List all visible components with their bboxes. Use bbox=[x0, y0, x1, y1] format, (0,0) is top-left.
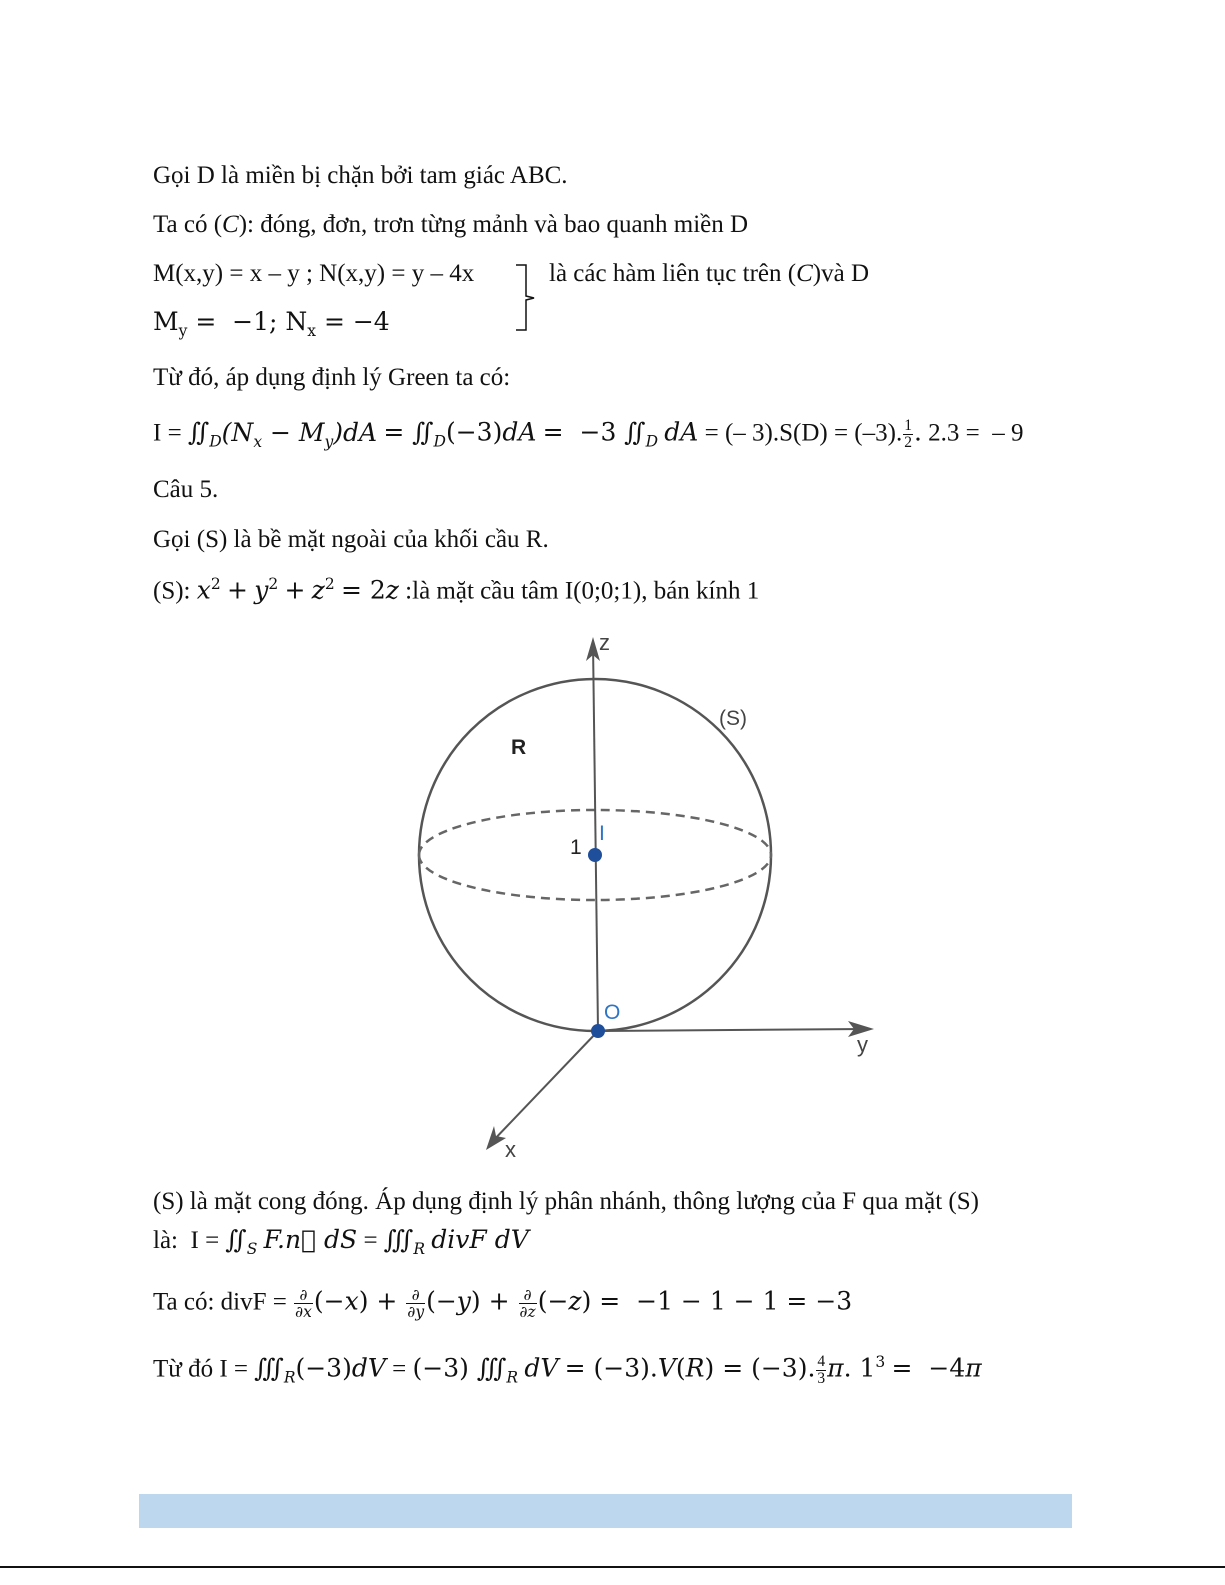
text-line-10: (S) là mặt cong đóng. Áp dụng định lý phân nhánh, thông lượng của F qua mặt (S) bbox=[153, 1188, 979, 1215]
section-heading: Câu 5. bbox=[153, 476, 219, 503]
origin-label: O bbox=[604, 1001, 621, 1024]
text-line-3-right: là các hàm liên tục trên (C)và D bbox=[549, 260, 870, 287]
text-line-6: $I = ∬_D(N_x - M_y)dA$ = $∬_D(-3)dA = -3$ $∬_D$ dA = (– 3).S(D) = (–3). $\frac{1}{2}$ . 2.3 = – 9 bbox=[153, 417, 1024, 452]
center-point bbox=[588, 848, 602, 862]
y-label: y bbox=[857, 1032, 868, 1057]
z-label: z bbox=[599, 630, 610, 655]
right-brace-icon bbox=[512, 262, 542, 334]
sphere-label: (S) bbox=[719, 707, 747, 730]
text-line-5: Từ đó, áp dụng định lý Green ta có: bbox=[153, 364, 511, 391]
footer-bar bbox=[139, 1494, 1072, 1528]
x-axis bbox=[490, 1031, 598, 1144]
region-label: R bbox=[511, 736, 527, 759]
center-label: I bbox=[599, 822, 605, 845]
text-line-3: M(x,y) = x – y ; N(x,y) = y – 4x bbox=[153, 260, 475, 287]
sphere-figure bbox=[400, 630, 880, 1160]
height-label: 1 bbox=[570, 836, 582, 859]
text-line-2: Ta có (C): đóng, đơn, trơn từng mảnh và bao quanh miền D bbox=[153, 211, 749, 238]
bottom-rule bbox=[0, 1566, 1225, 1568]
text-line-8: Gọi (S) là bề mặt ngoài của khối cầu R. bbox=[153, 526, 549, 553]
text-line-4: $M_y = -1$; $N_x = -4$ bbox=[153, 307, 390, 340]
text-line-1: Gọi D là miền bị chặn bởi tam giác ABC. bbox=[153, 162, 568, 189]
text-line-11: là: $I = ∬_S$ F.n⃗ dS = $∭_R$ divF dV bbox=[153, 1225, 529, 1258]
y-axis bbox=[598, 1029, 866, 1031]
z-axis bbox=[593, 643, 598, 1031]
text-line-13: Từ đó $I = ∭_R(-3)dV = (-3)$ $∭_R$ dV = (−3).V(R) = (−3). $\frac{4}{3}$ π. $1^3 = -4\pi$ bbox=[153, 1353, 982, 1388]
text-line-12: Ta có: divF = $\frac{\partial}{\partial x}$ (−x) + $\frac{\partial}{\partial y}$ (−y) + $\frac{\partial}{\partial z}$ (−z) = −1 − 1 − 1 = −3 bbox=[153, 1286, 853, 1322]
x-label: x bbox=[505, 1137, 516, 1160]
text-line-9: (S): $x^2 + y^2 + z^2 = 2z$ :là mặt cầu tâm I(0;0;1), bán kính 1 bbox=[153, 575, 760, 605]
origin-point bbox=[591, 1024, 605, 1038]
